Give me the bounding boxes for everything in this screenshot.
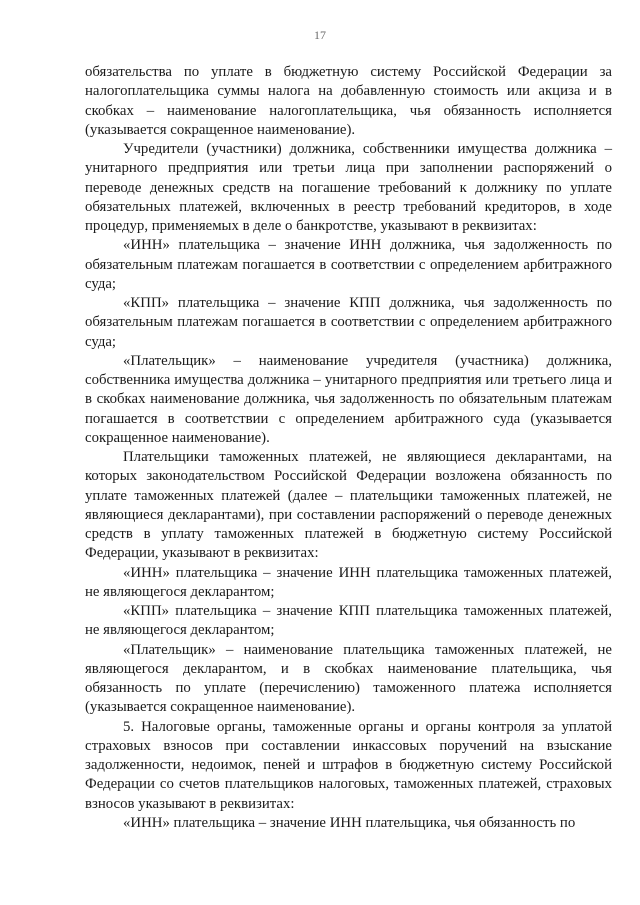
paragraph: «Плательщик» – наименование учредителя (участника) должника, собственника имущества должника – унитарного предприятия или третьего лица и в скобках наименование должника, чья задолженность по обязательным платежам погашается в соответствии с определением арбитражного суда (указывается сокращенное наименование).	[85, 352, 612, 446]
paragraph: «Плательщик» – наименование плательщика таможенных платежей, не являющегося декларантом, и в скобках наименование плательщика, чья обязанность по уплате (перечислению) таможенного платежа исполняется (указывается сокращенное наименование).	[85, 641, 612, 716]
paragraph: «КПП» плательщика – значение КПП должника, чья задолженность по обязательным платежам погашается в соответствии с определением арбитражного суда;	[85, 295, 612, 350]
paragraph: Плательщики таможенных платежей, не являющиеся декларантами, на которых законодательством Российской Федерации возложена обязанность по уплате таможенных платежей (далее – плательщики таможенных платежей, не являющиеся декларантами), при составлении распоряжений о переводе денежных средств в уплату таможенных платежей в бюджетную систему Российской Федерации, указывают в реквизитах:	[85, 449, 612, 562]
document-body	[85, 63, 612, 833]
paragraph: 5. Налоговые органы, таможенные органы и органы контроля за уплатой страховых взносов при составлении инкассовых поручений на взыскание задолженности, недоимок, пеней и штрафов в бюджетную систему Российской Федерации со счетов плательщиков налоговых, таможенных платежей, страховых взносов указывают в реквизитах:	[85, 718, 612, 812]
paragraph: обязательства по уплате в бюджетную систему Российской Федерации за налогоплательщика суммы налога на добавленную стоимость или акциза и в скобках – наименование налогоплательщика, чья обязанность исполняется (указывается сокращенное наименование).	[85, 64, 612, 138]
paragraph: «ИНН» плательщика – значение ИНН плательщика таможенных платежей, не являющегося декларантом;	[85, 564, 612, 600]
page-number: 17	[314, 28, 326, 42]
paragraph: Учредители (участники) должника, собственники имущества должника – унитарного предприятия или третьи лица при заполнении распоряжений о переводе денежных средств на погашение требований к должнику по уплате обязательных платежей, включенных в реестр требований кредиторов, в ходе процедур, применяемых в деле о банкротстве, указывают в реквизитах:	[85, 141, 612, 234]
paragraph: «ИНН» плательщика – значение ИНН должника, чья задолженность по обязательным платежам погашается в соответствии с определением арбитражного суда;	[85, 237, 612, 292]
paragraph: «КПП» плательщика – значение КПП плательщика таможенных платежей, не являющегося декларантом;	[85, 603, 612, 639]
paragraph: «ИНН» плательщика – значение ИНН плательщика, чья обязанность по	[123, 814, 576, 831]
